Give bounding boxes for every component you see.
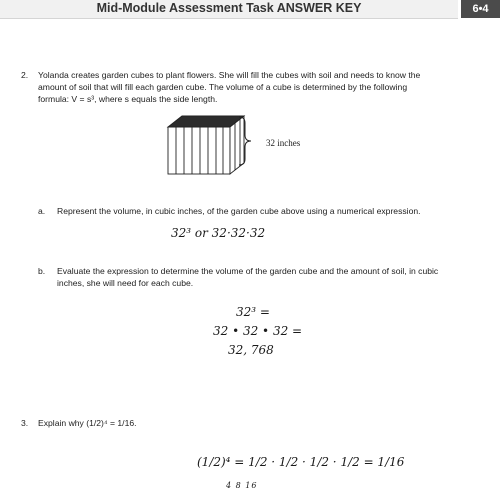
problem-3-prompt: Explain why (1/2)⁴ = 1/16. bbox=[38, 418, 137, 428]
problem-2-line-3: formula: V = s³, where s equals the side length. bbox=[38, 94, 218, 104]
part-a-answer: 32³ or 32·32·32 bbox=[171, 226, 266, 240]
part-b-letter: b. bbox=[38, 266, 46, 276]
problem-2-line-1: Yolanda creates garden cubes to plant flowers. She will fill the cubes with soil and needs to know the bbox=[38, 70, 421, 80]
curly-brace bbox=[237, 116, 255, 166]
problem-2-line-2: amount of soil that will fill each garden cube. The volume of a cube is determined by the following bbox=[38, 82, 408, 92]
grade-badge: 6•4 bbox=[461, 0, 500, 18]
part-a-letter: a. bbox=[38, 206, 46, 216]
part-b-answer-line-2: 32 • 32 • 32 = bbox=[213, 324, 303, 338]
problem-3-number: 3. bbox=[21, 418, 29, 428]
page-header bbox=[0, 0, 500, 20]
cube-side-label: 32 inches bbox=[266, 138, 301, 148]
part-b-answer-line-1: 32³ = bbox=[236, 305, 270, 319]
page-title: Mid-Module Assessment Task ANSWER KEY bbox=[96, 1, 362, 15]
problem-2-number: 2. bbox=[21, 70, 29, 80]
part-a-prompt: Represent the volume, in cubic inches, of the garden cube above using a numerical expression. bbox=[57, 206, 421, 216]
problem-3-answer-steps: 4 8 16 bbox=[226, 481, 258, 490]
part-b-answer-line-3: 32, 768 bbox=[228, 343, 274, 357]
part-b-prompt-line-2: inches, she will need for each cube. bbox=[57, 278, 194, 288]
problem-3-answer-work: (1/2)⁴ = 1/2 · 1/2 · 1/2 · 1/2 = 1/16 bbox=[197, 455, 405, 469]
part-b-prompt-line-1: Evaluate the expression to determine the volume of the garden cube and the amount of soil, in cubic bbox=[57, 266, 439, 276]
